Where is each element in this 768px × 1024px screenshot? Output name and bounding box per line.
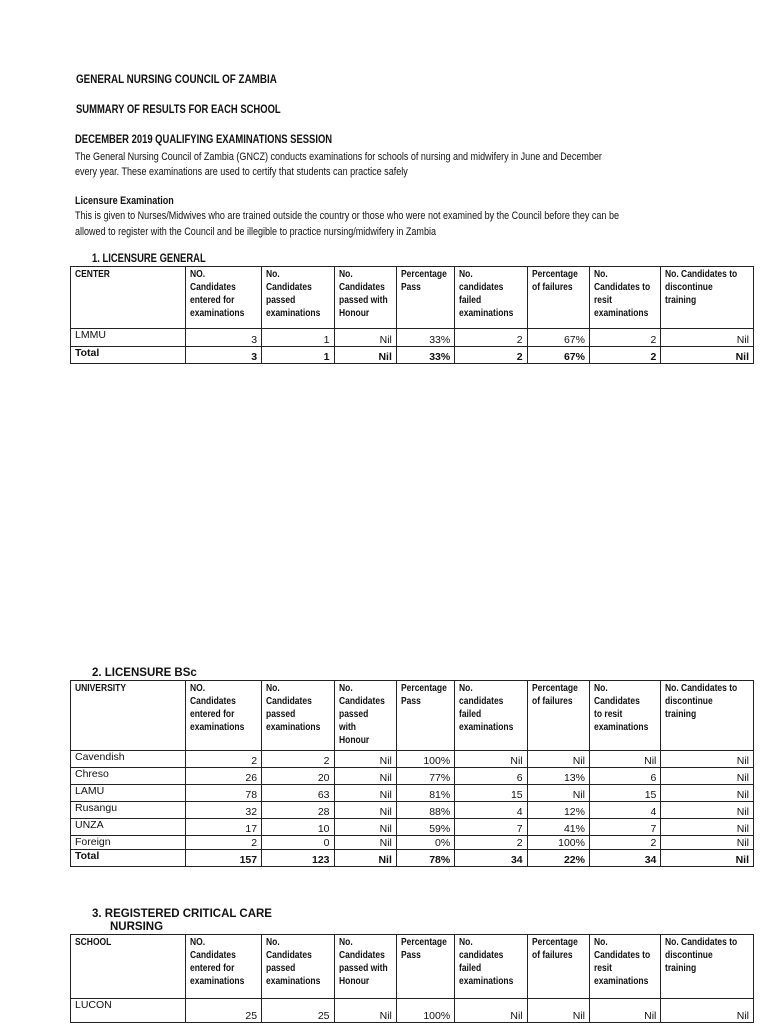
table-cell: 88% [396, 802, 454, 819]
column-header: No. Candidates to resit examinations [589, 267, 660, 329]
table-cell: Nil [589, 751, 660, 768]
table-header-row [71, 935, 754, 999]
table-cell: Nil [334, 768, 396, 785]
table-cell: 2 [589, 329, 660, 347]
table-cell: 63 [262, 785, 334, 802]
row-label: Cavendish [71, 751, 186, 768]
total-cell: Nil [334, 347, 396, 364]
table-cell: Nil [334, 802, 396, 819]
table-row [71, 836, 754, 850]
column-header: No. candidates failed examinations [455, 681, 527, 751]
column-header: No. Candidates passed with Honour [334, 681, 396, 751]
summary-title: SUMMARY OF RESULTS FOR EACH SCHOOL [76, 104, 281, 116]
table-cell: 4 [589, 802, 660, 819]
column-header: Percentage Pass [396, 267, 454, 329]
column-header: Percentage of failures [527, 935, 589, 999]
table-cell: 15 [455, 785, 527, 802]
column-header: No. candidates failed examinations [455, 935, 527, 999]
table-cell: 20 [262, 768, 334, 785]
column-header: No. Candidates passed examinations [262, 267, 334, 329]
total-cell: 33% [396, 347, 454, 364]
column-header: NO. Candidates entered for examinations [185, 267, 261, 329]
org-title: GENERAL NURSING COUNCIL OF ZAMBIA [76, 72, 277, 86]
total-cell: 22% [527, 850, 589, 867]
row-label: Rusangu [71, 802, 186, 819]
table-cell: Nil [661, 836, 754, 850]
table-row [71, 802, 754, 819]
table-cell: 15 [589, 785, 660, 802]
row-label: UNZA [71, 819, 186, 836]
total-cell: Nil [661, 347, 754, 364]
column-header: No. Candidates passed examinations [262, 935, 334, 999]
column-header: No. Candidates to discontinue training [661, 935, 754, 999]
column-header: Percentage Pass [396, 935, 454, 999]
licensure-heading: Licensure Examination [75, 195, 174, 207]
column-header: No. Candidates passed examinations [262, 681, 334, 751]
row-label: LMMU [71, 329, 186, 347]
table-cell: Nil [589, 999, 660, 1023]
column-header: No. Candidates passed with Honour [334, 267, 396, 329]
column-header: Percentage of failures [527, 267, 589, 329]
table-cell: 77% [396, 768, 454, 785]
table-cell: Nil [334, 999, 396, 1023]
table-cell: 67% [527, 329, 589, 347]
row-label: LUCON [71, 999, 186, 1023]
table-cell: 25 [262, 999, 334, 1023]
total-row [71, 850, 754, 867]
total-cell: 78% [396, 850, 454, 867]
table-cell: 10 [262, 819, 334, 836]
table-cell: 81% [396, 785, 454, 802]
total-label: Total [71, 347, 186, 364]
total-cell: 34 [589, 850, 660, 867]
column-header: No. Candidates to discontinue training [661, 267, 754, 329]
table-cell: Nil [334, 751, 396, 768]
row-label: Foreign [71, 836, 186, 850]
table-cell: Nil [527, 751, 589, 768]
table-cell: 26 [185, 768, 261, 785]
column-header: Percentage Pass [396, 681, 454, 751]
table-cell: 13% [527, 768, 589, 785]
table-cell: Nil [334, 329, 396, 347]
column-header: No. Candidates passed with Honour [334, 935, 396, 999]
table-row [71, 768, 754, 785]
table-cell: 7 [589, 819, 660, 836]
table-cell: 32 [185, 802, 261, 819]
table-cell: Nil [334, 785, 396, 802]
table-cell: Nil [661, 785, 754, 802]
table-cell: 0 [262, 836, 334, 850]
intro-line-1: The General Nursing Council of Zambia (GNCZ) conducts examinations for schools of nursing and midwifery in June and December [75, 151, 602, 163]
column-header: SCHOOL [71, 935, 186, 999]
total-cell: 2 [455, 347, 527, 364]
table-cell: 28 [262, 802, 334, 819]
table-cell: 4 [455, 802, 527, 819]
total-cell: 157 [185, 850, 261, 867]
table-cell: Nil [661, 329, 754, 347]
total-row [71, 347, 754, 364]
table-cell: Nil [661, 802, 754, 819]
table-cell: 100% [396, 751, 454, 768]
table-cell: Nil [455, 999, 527, 1023]
table-cell: Nil [527, 785, 589, 802]
licensure-line-1: This is given to Nurses/Midwives who are trained outside the country or those who were not examined by the Council before they can be [75, 210, 619, 222]
table-cell: 7 [455, 819, 527, 836]
total-cell: Nil [334, 850, 396, 867]
table-cell: 2 [589, 836, 660, 850]
table-cell: 0% [396, 836, 454, 850]
table-cell: Nil [334, 819, 396, 836]
section-3-title-line-2: NURSING [110, 921, 164, 933]
table-cell: 78 [185, 785, 261, 802]
total-cell: Nil [661, 850, 754, 867]
column-header: CENTER [71, 267, 186, 329]
table-cell: Nil [455, 751, 527, 768]
total-cell: 1 [262, 347, 334, 364]
critical-care-table [70, 934, 754, 1023]
row-label: Chreso [71, 768, 186, 785]
table-cell: Nil [661, 999, 754, 1023]
section-2-title: 2. LICENSURE BSc [92, 667, 197, 679]
table-cell: 6 [455, 768, 527, 785]
column-header: No. candidates failed examinations [455, 267, 527, 329]
total-cell: 2 [589, 347, 660, 364]
table-row [71, 751, 754, 768]
table-cell: 33% [396, 329, 454, 347]
total-cell: 123 [262, 850, 334, 867]
table-cell: 12% [527, 802, 589, 819]
column-header: NO. Candidates entered for examinations [185, 935, 261, 999]
table-header-row [71, 681, 754, 751]
table-row [71, 999, 754, 1023]
column-header: No. Candidates to resit examinations [589, 681, 660, 751]
row-label: LAMU [71, 785, 186, 802]
column-header: Percentage of failures [527, 681, 589, 751]
table-cell: 6 [589, 768, 660, 785]
section-3-title-line-1: 3. REGISTERED CRITICAL CARE [92, 908, 272, 920]
table-row [71, 819, 754, 836]
table-cell: 25 [185, 999, 261, 1023]
table-cell: 2 [455, 329, 527, 347]
column-header: No. Candidates to discontinue training [661, 681, 754, 751]
column-header: NO. Candidates entered for examinations [185, 681, 261, 751]
intro-line-2: every year. These examinations are used to certify that students can practice safely [75, 166, 408, 178]
session-title: DECEMBER 2019 QUALIFYING EXAMINATIONS SESSION [75, 134, 333, 146]
table-cell: 3 [185, 329, 261, 347]
licensure-general-table [70, 266, 754, 364]
table-row [71, 329, 754, 347]
table-cell: Nil [527, 999, 589, 1023]
table-cell: 2 [455, 836, 527, 850]
table-cell: 100% [527, 836, 589, 850]
table-cell: Nil [661, 768, 754, 785]
table-cell: 2 [262, 751, 334, 768]
section-1-title: 1. LICENSURE GENERAL [92, 253, 206, 265]
total-cell: 3 [185, 347, 261, 364]
total-label: Total [71, 850, 186, 867]
licensure-line-2: allowed to register with the Council and be illegible to practice nursing/midwifery in Zambia [75, 226, 436, 238]
total-cell: 34 [455, 850, 527, 867]
table-cell: Nil [661, 751, 754, 768]
table-cell: 2 [185, 751, 261, 768]
table-cell: 41% [527, 819, 589, 836]
column-header: No. Candidates to resit examinations [589, 935, 660, 999]
table-cell: 17 [185, 819, 261, 836]
table-cell: Nil [334, 836, 396, 850]
table-row [71, 785, 754, 802]
table-header-row [71, 267, 754, 329]
total-cell: 67% [527, 347, 589, 364]
table-cell: Nil [661, 819, 754, 836]
table-cell: 100% [396, 999, 454, 1023]
column-header: UNIVERSITY [71, 681, 186, 751]
table-cell: 59% [396, 819, 454, 836]
table-cell: 1 [262, 329, 334, 347]
licensure-bsc-table [70, 680, 754, 867]
table-cell: 2 [185, 836, 261, 850]
